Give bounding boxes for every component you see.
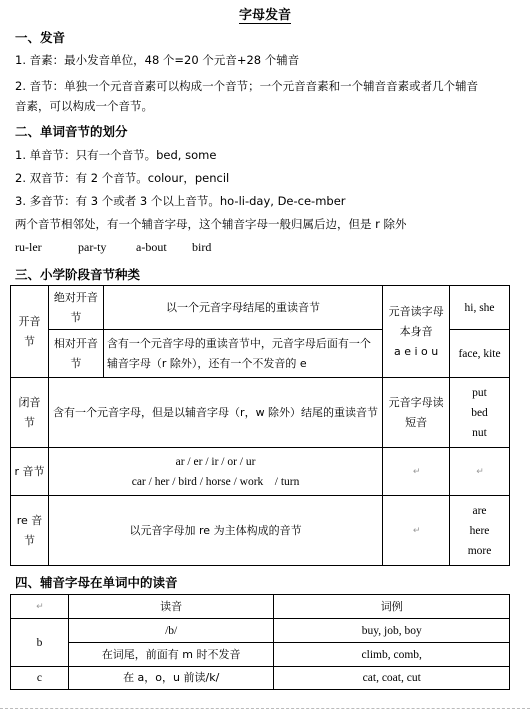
cell-text: here bbox=[469, 524, 490, 537]
table-cell: cat, coat, cut bbox=[274, 667, 510, 690]
consonant-table bbox=[10, 594, 510, 690]
table-cell: b bbox=[11, 619, 69, 667]
table-cell bbox=[450, 378, 510, 448]
table-cell bbox=[48, 448, 382, 496]
paragraph: 1. 音素：最小发音单位，48 个=20 个元音+28 个辅音 bbox=[15, 53, 300, 67]
cell-text: are bbox=[472, 504, 487, 517]
table-cell: face, kite bbox=[450, 330, 510, 378]
table-cell: c bbox=[11, 667, 69, 690]
table-cell: ↵ bbox=[450, 448, 510, 496]
paragraph: 1. 单音节：只有一个音节。bed, some bbox=[15, 148, 217, 162]
table-cell: hi, she bbox=[450, 286, 510, 330]
table-cell: 以元音字母加 re 为主体构成的音节 bbox=[48, 496, 382, 566]
section-3-heading: 三、小学阶段音节种类 bbox=[15, 267, 141, 282]
table-cell: 闭音节 bbox=[11, 378, 49, 448]
table-cell: 以一个元音字母结尾的重读音节 bbox=[103, 286, 382, 330]
paragraph: 3. 多音节：有 3 个或者 3 个以上音节。ho-li-day, De-ce-mber bbox=[15, 194, 346, 208]
cell-text: 元音读字母本身音 bbox=[388, 304, 444, 338]
page-title: 字母发音 bbox=[238, 8, 291, 23]
cell-text: put bbox=[472, 386, 487, 399]
table-cell: 相对开音节 bbox=[48, 330, 103, 378]
table-cell: 含有一个元音字母的重读音节中，元音字母后面有一个辅音字母（r 除外），还有一个不发音的 e bbox=[103, 330, 382, 378]
table-cell: 在 a，o，u 前读/k/ bbox=[68, 667, 274, 690]
table-cell bbox=[383, 286, 450, 378]
table-cell: re 音节 bbox=[11, 496, 49, 566]
table-cell: 词例 bbox=[274, 595, 510, 619]
example-word: a-bout bbox=[136, 240, 167, 254]
table-cell: /b/ bbox=[68, 619, 274, 643]
table-cell: 在词尾，前面有 m 时不发音 bbox=[68, 643, 274, 667]
table-cell: ↵ bbox=[383, 496, 450, 566]
cell-text: nut bbox=[472, 426, 487, 439]
table-cell: 读音 bbox=[68, 595, 274, 619]
page-break-line bbox=[0, 708, 530, 710]
syllable-types-table bbox=[10, 285, 510, 566]
paragraph: 2. 双音节：有 2 个音节。colour，pencil bbox=[15, 171, 230, 185]
table-cell: ↵ bbox=[383, 448, 450, 496]
paragraph: 2. 音节：单独一个元音音素可以构成一个音节；一个元音音素和一个辅音音素或者几个辅音 bbox=[15, 79, 479, 93]
table-cell: 含有一个元音字母，但是以辅音字母（r，w 除外）结尾的重读音节 bbox=[48, 378, 382, 448]
example-word: par-ty bbox=[78, 240, 107, 254]
table-cell: 开音节 bbox=[11, 286, 49, 378]
paragraph: 音素，可以构成一个音节。 bbox=[15, 99, 153, 113]
cell-text: ar / er / ir / or / ur bbox=[175, 455, 256, 468]
cell-text: bed bbox=[471, 406, 488, 419]
table-cell bbox=[450, 496, 510, 566]
section-4-heading: 四、辅音字母在单词中的读音 bbox=[15, 575, 178, 590]
example-word: ru-ler bbox=[15, 240, 42, 254]
cell-text: a e i o u bbox=[393, 344, 439, 358]
table-cell: buy, job, boy bbox=[274, 619, 510, 643]
example-word: bird bbox=[192, 240, 212, 254]
table-cell: r 音节 bbox=[11, 448, 49, 496]
table-cell: climb, comb, bbox=[274, 643, 510, 667]
cell-text: car / her / bird / horse / work / turn bbox=[131, 475, 300, 488]
table-cell: 元音字母读短音 bbox=[383, 378, 450, 448]
table-cell: 绝对开音节 bbox=[48, 286, 103, 330]
table-cell: ↵ bbox=[11, 595, 69, 619]
cell-text: more bbox=[467, 544, 492, 557]
section-1-heading: 一、发音 bbox=[15, 30, 66, 45]
section-2-heading: 二、单词音节的划分 bbox=[15, 124, 128, 139]
paragraph: 两个音节相邻处，有一个辅音字母，这个辅音字母一般归属后边，但是 r 除外 bbox=[15, 217, 407, 231]
